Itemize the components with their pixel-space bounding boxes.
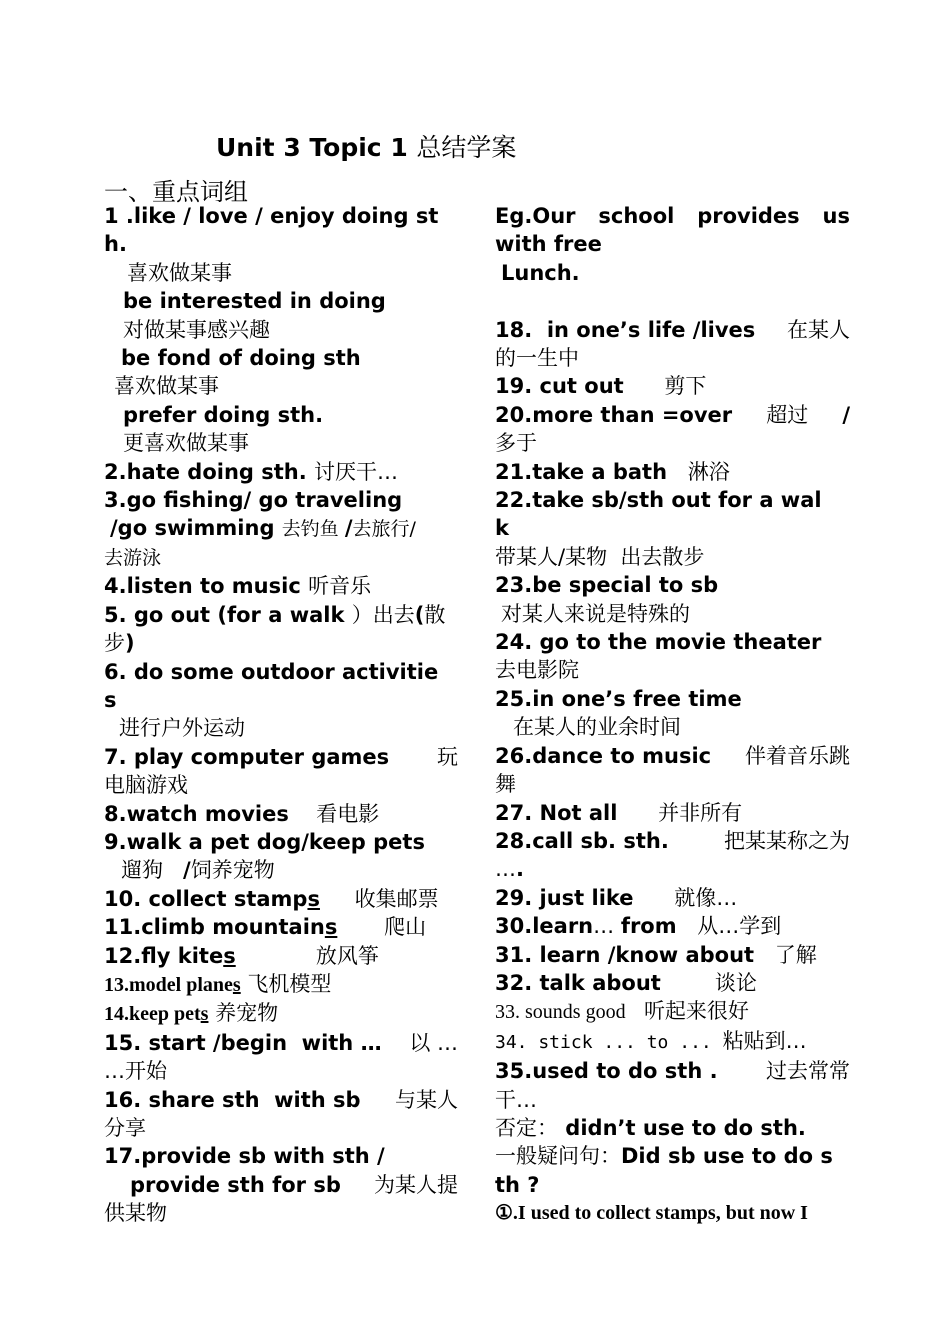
phrase-en: didn’t use to do sth. <box>558 1115 806 1140</box>
example-word: school <box>598 204 675 228</box>
right-column <box>495 202 850 1228</box>
phrase-line: 22.take sb/sth out for a wal <box>495 488 822 513</box>
phrase-line: s <box>104 687 117 712</box>
phrase-line <box>495 827 850 855</box>
phrase-cn: 以 … <box>409 1030 458 1055</box>
phrase-en: 13.model plane <box>104 973 233 996</box>
phrase-en: 18. in one’s life /lives <box>495 317 763 342</box>
example-line: with free <box>495 232 602 257</box>
phrase-line: 23.be special to sb <box>495 573 719 598</box>
phrase-cn: 遛狗 <box>121 858 170 883</box>
phrase-en: from <box>620 914 684 939</box>
phrase-line <box>495 799 850 827</box>
phrase-cn: 放风筝 <box>315 943 379 968</box>
phrase-cn: 玩 <box>437 744 458 769</box>
phrase-cn: 步 <box>104 631 125 656</box>
phrase-cn: 就像… <box>674 885 738 910</box>
phrase-meaning: 带某人/某物 出去散步 <box>495 544 705 569</box>
phrase-cn: 饲养宠物 <box>190 858 275 883</box>
phrase-en: ) <box>125 631 135 656</box>
phrase-cn: 伴着音乐跳 <box>745 743 850 768</box>
phrase-en: s <box>223 943 236 968</box>
example-word: Eg.Our <box>495 204 576 228</box>
phrase-cn: … <box>593 914 621 939</box>
phrase-line <box>495 855 850 883</box>
phrase-line <box>495 997 850 1026</box>
phrase-meaning: 在某人的业余时间 <box>513 715 681 740</box>
phrase-en: 19. cut out <box>495 374 631 399</box>
phrase-en: 27. Not all <box>495 800 625 825</box>
phrase-line <box>495 401 850 429</box>
phrase-cn: 去钓鱼 <box>281 518 345 541</box>
phrase-en: ( <box>414 602 425 627</box>
phrase-en: 33. sounds good <box>495 1001 631 1024</box>
phrase-meaning: 电脑游戏 <box>104 773 188 798</box>
phrase-meaning: 更喜欢做某事 <box>123 431 249 456</box>
phrase-line <box>104 1029 458 1057</box>
phrase-cn: 粘贴到… <box>722 1028 807 1053</box>
phrase-cn: 收集邮票 <box>354 886 439 911</box>
title-cn: 总结学案 <box>416 133 517 162</box>
phrase-en: s <box>307 886 320 911</box>
phrase-line: 17.provide sb with sth / <box>104 1144 385 1169</box>
phrase-meaning: …开始 <box>104 1059 167 1084</box>
phrase-cn: 淋浴 <box>687 459 730 484</box>
phrase-line: prefer doing sth. <box>123 402 324 427</box>
left-column <box>104 202 458 1228</box>
phrase-cn: 散 <box>424 602 446 627</box>
phrase-meaning: 进行户外运动 <box>119 716 245 741</box>
phrase-cn: 超过 <box>766 402 809 427</box>
phrase-line <box>495 372 850 400</box>
phrase-line <box>495 316 850 344</box>
phrase-line: 3.go fishing/ go traveling <box>104 488 403 513</box>
phrase-en: 29. just like <box>495 885 641 910</box>
phrase-en: 15. start /begin with … <box>104 1030 389 1055</box>
phrase-line <box>104 743 458 771</box>
phrase-line <box>104 1171 458 1199</box>
phrase-line <box>104 601 458 629</box>
phrase-en: 4.listen to music <box>104 574 309 599</box>
phrase-en: 35.used to do sth . <box>495 1059 718 1084</box>
phrase-meaning: 去电影院 <box>495 658 579 683</box>
phrase-line <box>104 999 458 1028</box>
phrase-en: 14.keep pet <box>104 1003 201 1026</box>
phrase-en: 10. collect stamp <box>104 886 308 911</box>
phrase-en: 7. play computer games <box>104 744 390 769</box>
phrase-meaning: 舞 <box>495 772 516 797</box>
phrase-line <box>495 1114 850 1142</box>
phrase-cn: 飞机模型 <box>240 971 332 996</box>
phrase-line: be fond of doing sth <box>121 346 361 371</box>
phrase-line <box>495 742 850 770</box>
phrase-line: be interested in doing <box>123 289 386 314</box>
phrase-cn: 爬山 <box>384 915 427 940</box>
phrase-cn: 讨厌干… <box>314 459 399 484</box>
phrase-line <box>495 1142 850 1170</box>
phrase-cn: 看电影 <box>316 801 380 826</box>
example-word: provides <box>697 204 800 228</box>
phrase-en: Did sb use to do s <box>621 1144 833 1169</box>
phrase-line <box>495 941 850 969</box>
phrase-cn: 听音乐 <box>308 574 372 599</box>
phrase-line <box>495 1057 850 1085</box>
phrase-meaning: 去游泳 <box>104 546 162 569</box>
example-word: us <box>822 204 850 228</box>
phrase-meaning: 分享 <box>104 1116 146 1140</box>
phrase-cn: 养宠物 <box>208 1001 279 1026</box>
phrase-line: 25.in one’s free time <box>495 686 742 711</box>
phrase-cn: 一般疑问句： <box>495 1144 621 1169</box>
phrase-en: 2.hate doing sth. <box>104 459 315 484</box>
phrase-cn: 了解 <box>774 942 817 967</box>
phrase-line <box>104 629 458 657</box>
phrase-line <box>495 884 850 912</box>
phrase-meaning: 对某人来说是特殊的 <box>501 601 690 626</box>
phrase-meaning: 供某物 <box>104 1201 167 1226</box>
phrase-cn: 否定： <box>495 1115 558 1140</box>
phrase-line <box>104 913 458 941</box>
phrase-en: s <box>324 915 338 940</box>
phrase-en: 21.take a bath <box>495 459 675 484</box>
phrase-line <box>104 970 458 999</box>
phrase-cn: 从…学到 <box>697 914 782 939</box>
phrase-en: s <box>200 1003 209 1026</box>
phrase-line <box>104 458 458 486</box>
phrase-cn: 把某某称之为 <box>724 828 850 853</box>
phrase-cn: 谈论 <box>714 970 757 995</box>
phrase-en: 26.dance to music <box>495 743 712 768</box>
phrase-meaning: 喜欢做某事 <box>127 260 232 285</box>
phrase-line <box>104 1086 458 1114</box>
phrase-cn: 听起来很好 <box>643 999 749 1024</box>
phrase-line <box>495 458 850 486</box>
phrase-line <box>104 572 458 600</box>
phrase-en: / <box>842 402 850 427</box>
phrase-meaning: 对做某事感兴趣 <box>123 317 270 342</box>
phrase-en: provide sth for sb <box>130 1172 341 1197</box>
phrase-cn: … <box>495 857 516 882</box>
phrase-en: s <box>232 973 241 996</box>
phrase-en: 31. learn /know about <box>495 942 762 967</box>
phrase-line: h. <box>104 232 127 257</box>
phrase-en: / <box>183 858 191 883</box>
phrase-en: 11.climb mountain <box>104 915 325 940</box>
phrase-cn: 过去常常 <box>766 1059 850 1084</box>
phrase-meaning: 多于 <box>495 431 537 456</box>
phrase-en: /go swimming <box>110 516 282 541</box>
phrase-cn: 剪下 <box>664 374 707 399</box>
phrase-en: . <box>516 857 524 882</box>
blank-line <box>495 287 850 315</box>
phrase-en: / <box>344 516 353 541</box>
phrase-line: 1 .like / love / enjoy doing st <box>104 204 439 228</box>
phrase-line: 6. do some outdoor activitie <box>104 659 439 684</box>
example-line <box>495 202 850 230</box>
phrase-line <box>495 969 850 997</box>
phrase-line <box>104 800 458 828</box>
phrase-en: 5. go out (for a walk <box>104 602 352 627</box>
phrase-line <box>495 912 850 940</box>
phrase-line <box>104 885 458 913</box>
title-en: Unit 3 Topic 1 <box>216 133 417 162</box>
phrase-line: th ? <box>495 1172 540 1197</box>
phrase-line <box>104 856 458 884</box>
example-sentence: ①.I used to collect stamps, but now I <box>495 1202 808 1225</box>
phrase-meaning: 干… <box>495 1087 537 1112</box>
phrase-cn: 为某人提 <box>374 1172 458 1197</box>
phrase-cn: 在某人 <box>787 317 850 342</box>
phrase-en: 30.learn <box>495 914 594 939</box>
phrase-meaning: 的一生中 <box>495 346 579 371</box>
phrase-line: k <box>495 516 509 541</box>
phrase-line <box>495 1027 850 1057</box>
phrase-line <box>104 942 458 970</box>
phrase-cn: 与某人 <box>395 1087 458 1112</box>
phrase-cn: 并非所有 <box>658 800 743 825</box>
phrase-line: 9.walk a pet dog/keep pets <box>104 829 425 854</box>
phrase-line: 24. go to the movie theater <box>495 630 822 655</box>
section-heading: 一、重点词组 <box>104 178 248 206</box>
phrase-en: 28.call sb. sth. <box>495 828 669 853</box>
example-line: Lunch. <box>501 260 580 285</box>
phrase-en: 34. stick ... to ... <box>495 1031 723 1053</box>
phrase-en: 32. talk about <box>495 970 669 995</box>
phrase-cn: ）出去 <box>351 602 415 627</box>
phrase-en: 12.fly kite <box>104 943 224 968</box>
phrase-en: 20.more than =over <box>495 402 733 427</box>
document-title <box>216 128 516 164</box>
phrase-meaning: 喜欢做某事 <box>114 374 219 399</box>
phrase-cn: 去旅行/ <box>352 518 416 541</box>
phrase-en: 16. share sth with sb <box>104 1087 368 1112</box>
phrase-en: 8.watch movies <box>104 801 297 826</box>
phrase-line <box>104 514 458 543</box>
